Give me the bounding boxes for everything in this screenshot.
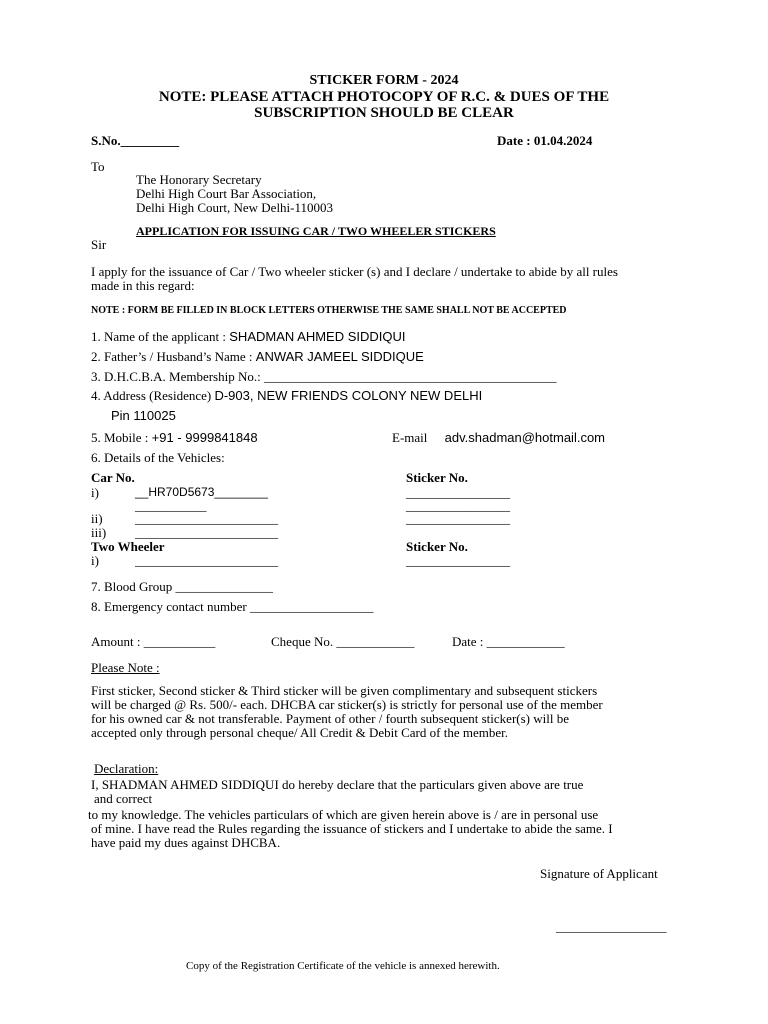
serial-number: S.No._________ [91, 133, 180, 148]
two-wheeler-row-sticker: ________________ [406, 553, 510, 568]
to-label: To [91, 159, 105, 174]
car-row-1-value: __HR70D5673________ [135, 485, 268, 499]
attachment-note-line2: SUBSCRIPTION SHOULD BE CLEAR [254, 105, 514, 121]
two-wheeler-row-num: i) [91, 553, 99, 568]
amount-field: Amount : ___________ [91, 634, 216, 649]
declaration-line-5: have paid my dues against DHCBA. [91, 835, 281, 850]
signature-line: _________________ [556, 919, 667, 934]
attachment-note-line1: NOTE: PLEASE ATTACH PHOTOCOPY OF R.C. & DUES OF THE [158, 89, 610, 105]
intro-line-1: I apply for the issuance of Car / Two wheeler sticker (s) and I declare / undertake to abide by all rules [91, 264, 618, 279]
declaration-line-3: to my knowledge. The vehicles particulars of which are given herein above is / are in personal use [88, 807, 599, 822]
field-mobile [91, 431, 258, 446]
email-value: adv.shadman@hotmail.com [444, 430, 606, 445]
salutation: Sir [91, 237, 107, 252]
signature-label: Signature of Applicant [540, 866, 658, 881]
form-title: STICKER FORM - 2024 [309, 73, 459, 88]
field-email [392, 431, 605, 446]
sticker-no-header: Sticker No. [406, 470, 468, 485]
field-blood-group: 7. Blood Group _______________ [91, 579, 273, 594]
declaration-heading: Declaration: [94, 761, 159, 776]
form-date: Date : 01.04.2024 [497, 133, 593, 148]
payment-date-field: Date : ____________ [452, 634, 565, 649]
declaration-line-4: of mine. I have read the Rules regarding the issuance of stickers and I undertake to abide the same. I [91, 821, 613, 836]
please-note-line-1: First sticker, Second sticker & Third sticker will be given complimentary and subsequent stickers [91, 683, 598, 698]
two-wheeler-header: Two Wheeler [91, 539, 165, 554]
address-label: 4. Address (Residence) [91, 388, 215, 403]
field-address [91, 389, 482, 404]
car-row-2-value: ___________ [135, 498, 207, 513]
addressee-line-3: Delhi High Court, New Delhi-110003 [136, 200, 334, 215]
father-name-value: ANWAR JAMEEL SIDDIQUE [255, 349, 424, 364]
field-membership-no: 3. D.H.C.B.A. Membership No.: _____________________________________________ [91, 369, 557, 384]
intro-line-2: made in this regard: [91, 278, 195, 293]
addressee-line-1: The Honorary Secretary [136, 172, 262, 187]
address-value: D-903, NEW FRIENDS COLONY NEW DELHI [214, 388, 483, 403]
car-row-4-value: ______________________ [135, 525, 278, 540]
car-row-1-num: i) [91, 485, 99, 500]
car-row-3-sticker: ________________ [406, 511, 510, 526]
two-wheeler-sticker-header: Sticker No. [406, 539, 468, 554]
please-note-line-2: will be charged @ Rs. 500/- each. DHCBA car sticker(s) is strictly for personal use of the member [91, 697, 603, 712]
field-father-name [91, 350, 424, 365]
footer-annex-note: Copy of the Registration Certificate of the vehicle is annexed herewith. [186, 960, 500, 972]
applicant-name-label: 1. Name of the applicant : [91, 329, 230, 344]
field-emergency-contact: 8. Emergency contact number ___________________ [91, 599, 374, 614]
subject-line: APPLICATION FOR ISSUING CAR / TWO WHEELER STICKERS [136, 224, 496, 238]
field-applicant-name [91, 330, 406, 345]
mobile-value: +91 - 9999841848 [151, 430, 258, 445]
car-row-4-num: iii) [91, 525, 107, 540]
declaration-line-2: and correct [94, 791, 153, 806]
car-row-3-num: ii) [91, 511, 103, 526]
please-note-line-4: accepted only through personal cheque/ All Credit & Debit Card of the member. [91, 725, 508, 740]
car-row-2-sticker: ________________ [406, 498, 510, 513]
car-row-3-value: ______________________ [135, 511, 278, 526]
declaration-line-1: I, SHADMAN AHMED SIDDIQUI do hereby declare that the particulars given above are true [91, 777, 584, 792]
cheque-no-field: Cheque No. ____________ [271, 634, 415, 649]
mobile-label: 5. Mobile : [91, 430, 152, 445]
address-pin: Pin 110025 [111, 408, 176, 423]
applicant-name-value: SHADMAN AHMED SIDDIQUI [229, 329, 406, 344]
father-name-label: 2. Father’s / Husband’s Name : [91, 349, 256, 364]
please-note-heading: Please Note : [91, 660, 160, 675]
car-row-1-sticker: ________________ [406, 485, 510, 500]
block-letters-note: NOTE : FORM BE FILLED IN BLOCK LETTERS OTHERWISE THE SAME SHALL NOT BE ACCEPTED [91, 305, 567, 316]
two-wheeler-row-value: ______________________ [135, 553, 278, 568]
addressee-line-2: Delhi High Court Bar Association, [136, 186, 317, 201]
field-vehicle-details: 6. Details of the Vehicles: [91, 450, 225, 465]
email-label: E-mail [392, 430, 428, 445]
please-note-line-3: for his owned car & not transferable. Payment of other / fourth subsequent sticker(s) will be [91, 711, 569, 726]
car-no-header: Car No. [91, 470, 135, 485]
